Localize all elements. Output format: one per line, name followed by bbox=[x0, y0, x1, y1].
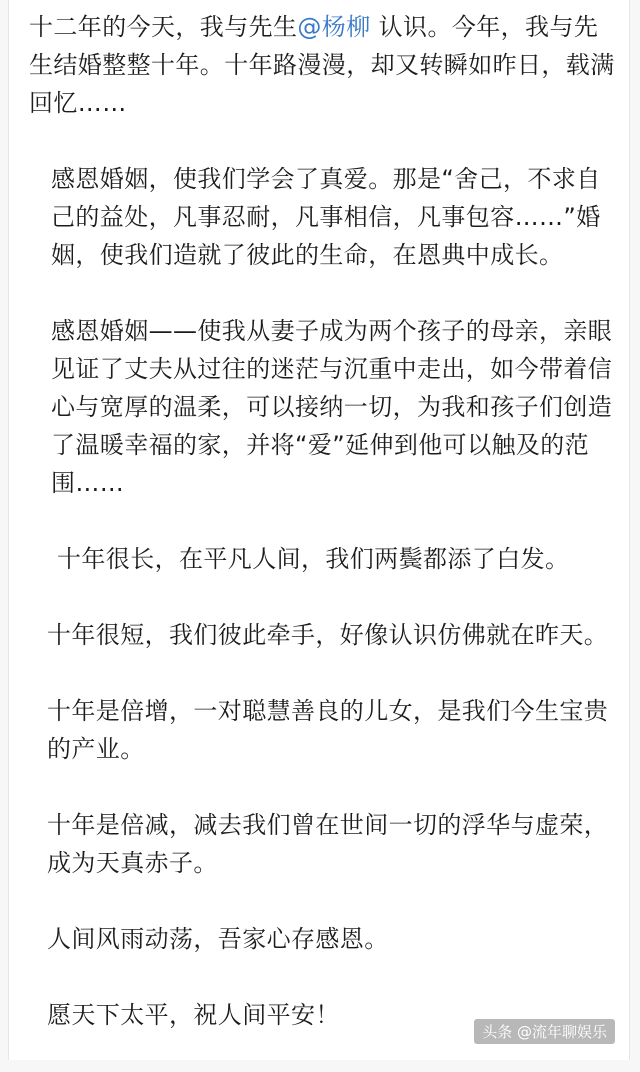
post-container bbox=[8, 0, 630, 1060]
paragraph-3: 感恩婚姻——使我从妻子成为两个孩子的母亲，亲眼见证了丈夫从过往的迷茫与沉重中走出，如今带着信心与宽厚的温柔，可以接纳一切，为我和孩子们创造了温暖幸福的家，并将“爱”延伸到他可以触及的范围…… bbox=[51, 317, 613, 497]
paragraph-7: 十年是倍减，减去我们曾在世间一切的浮华与虚荣，成为天真赤子。 bbox=[47, 811, 609, 877]
paragraph-9: 愿天下太平，祝人间平安！ bbox=[47, 1001, 340, 1029]
paragraph-6: 十年是倍增，一对聪慧善良的儿女，是我们今生宝贵的产业。 bbox=[47, 697, 609, 763]
paragraph-1-text-a: 十二年的今天，我与先生 bbox=[29, 13, 298, 41]
paragraph-1-text-b: 认识。今年，我与先生结婚整整十年。十年路漫漫，却又转瞬如昨日，载满回忆…… bbox=[29, 13, 615, 117]
source-watermark: 头条 @流年聊娱乐 bbox=[474, 1019, 615, 1044]
paragraph-1 bbox=[9, 8, 619, 122]
paragraph-8: 人间风雨动荡，吾家心存感恩。 bbox=[47, 925, 389, 953]
paragraph-5: 十年很短，我们彼此牵手，好像认识仿佛就在昨天。 bbox=[47, 621, 609, 649]
paragraph-4: 十年很长，在平凡人间，我们两鬓都添了白发。 bbox=[57, 545, 570, 573]
paragraph-2: 感恩婚姻，使我们学会了真爱。那是“舍己，不求自己的益处，凡事忍耐，凡事相信，凡事包容……”婚姻，使我们造就了彼此的生命，在恩典中成长。 bbox=[51, 165, 601, 269]
post-body bbox=[9, 8, 619, 1072]
mention-link[interactable]: @杨柳 bbox=[297, 13, 371, 41]
